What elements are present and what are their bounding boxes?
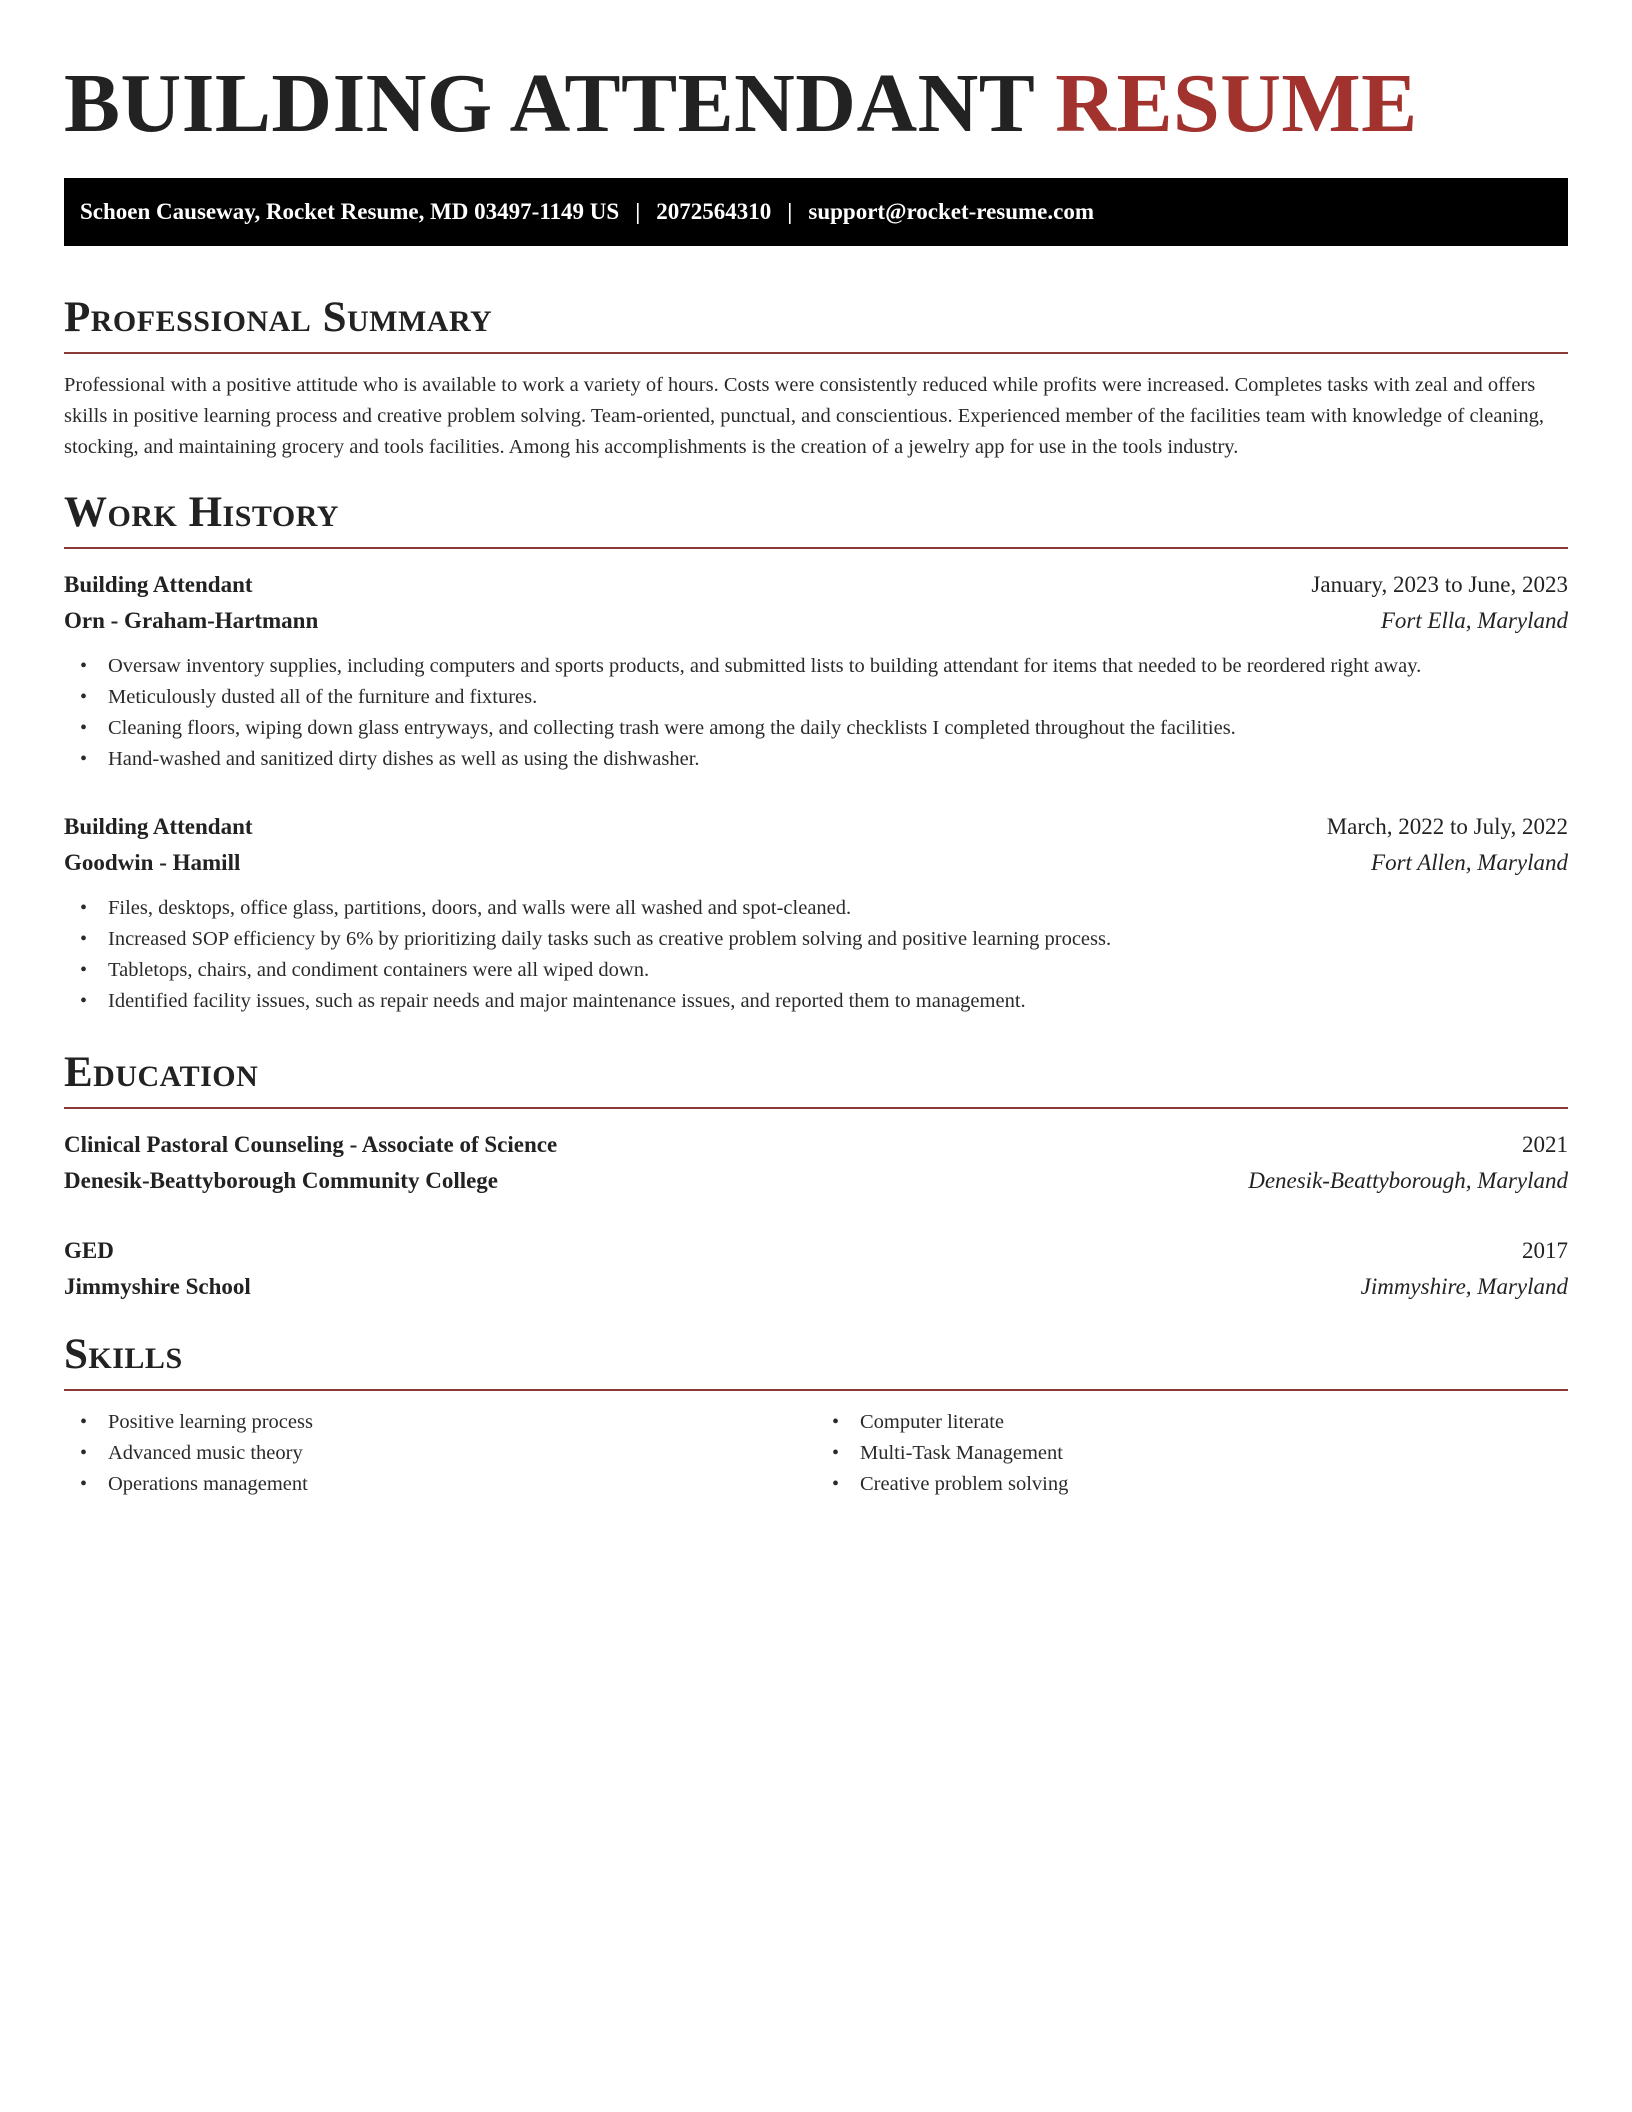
education-degree-row xyxy=(64,1127,1568,1163)
job-bullets xyxy=(64,893,1568,1017)
job-title: Building Attendant xyxy=(64,814,253,839)
job-company-row xyxy=(64,603,1568,639)
skill-item: • Advanced music theory xyxy=(64,1438,816,1469)
job-header-row xyxy=(64,567,1568,603)
job-bullet: • Files, desktops, office glass, partitions, doors, and walls were all washed and spot-cleaned. xyxy=(64,893,1568,924)
education-degree: Clinical Pastoral Counseling - Associate of Science xyxy=(64,1132,558,1157)
summary-text: Professional with a positive attitude who is available to work a variety of hours. Costs were consistently reduced while profits were increased. Completes tasks with zeal and offers skills in positive learning process and creative problem solving. Team-oriented, punctual, and conscientious. Experienced member of the facilities team with knowledge of cleaning, stocking, and maintaining grocery and tools facilities. Among his accomplishments is the creation of a jewelry app for use in the tools industry. xyxy=(64,374,1545,458)
job-entry xyxy=(64,809,1568,1017)
job-dates: January, 2023 to June, 2023 xyxy=(1311,572,1568,597)
education-degree: GED xyxy=(64,1238,114,1263)
education-school: Denesik-Beattyborough Community College xyxy=(64,1168,499,1193)
job-title: Building Attendant xyxy=(64,572,253,597)
education-degree-row xyxy=(64,1233,1568,1269)
skill-item: • Multi-Task Management xyxy=(816,1438,1568,1469)
contact-email: support@rocket-resume.com xyxy=(808,199,1095,224)
skills-column-left xyxy=(64,1407,816,1500)
contact-separator: | xyxy=(635,199,641,224)
contact-phone: 2072564310 xyxy=(656,199,772,224)
job-header-row xyxy=(64,809,1568,845)
section-heading-work-history: Work History xyxy=(64,485,1568,549)
skill-item: • Computer literate xyxy=(816,1407,1568,1438)
job-bullet: • Hand-washed and sanitized dirty dishes as well as using the dishwasher. xyxy=(64,744,1568,775)
job-bullet: • Cleaning floors, wiping down glass entryways, and collecting trash were among the daily checklists I completed throughout the facilities. xyxy=(64,713,1568,744)
skills-grid xyxy=(64,1407,1568,1500)
job-bullet: • Oversaw inventory supplies, including computers and sports products, and submitted lists to building attendant for items that needed to be reordered right away. xyxy=(64,651,1568,682)
job-bullet: • Increased SOP efficiency by 6% by prioritizing daily tasks such as creative problem solving and positive learning process. xyxy=(64,924,1568,955)
resume-title xyxy=(64,0,1568,154)
section-heading-skills: Skills xyxy=(64,1327,1568,1391)
education-school-row xyxy=(64,1269,1568,1305)
section-heading-summary: Professional Summary xyxy=(64,290,1568,354)
education-school-row xyxy=(64,1163,1568,1199)
job-location: Fort Allen, Maryland xyxy=(1371,850,1568,875)
job-company-row xyxy=(64,845,1568,881)
education-location: Denesik-Beattyborough, Maryland xyxy=(1248,1168,1568,1193)
job-bullet: • Meticulously dusted all of the furniture and fixtures. xyxy=(64,682,1568,713)
job-dates: March, 2022 to July, 2022 xyxy=(1326,814,1568,839)
title-accent: RESUME xyxy=(1055,57,1418,150)
section-heading-education: Education xyxy=(64,1045,1568,1109)
contact-address: Schoen Causeway, Rocket Resume, MD 03497-1149 US xyxy=(80,199,620,224)
skill-item: • Operations management xyxy=(64,1469,816,1500)
education-year: 2017 xyxy=(1522,1238,1568,1263)
education-entry xyxy=(64,1127,1568,1199)
contact-bar xyxy=(64,178,1568,246)
skill-item: • Creative problem solving xyxy=(816,1469,1568,1500)
education-entry xyxy=(64,1233,1568,1305)
education-year: 2021 xyxy=(1522,1132,1568,1157)
contact-separator: | xyxy=(787,199,793,224)
education-school: Jimmyshire School xyxy=(64,1274,251,1299)
job-company: Goodwin - Hamill xyxy=(64,850,241,875)
skills-column-right xyxy=(816,1407,1568,1500)
job-company: Orn - Graham-Hartmann xyxy=(64,608,319,633)
title-main: BUILDING ATTENDANT xyxy=(64,57,1034,150)
job-location: Fort Ella, Maryland xyxy=(1380,608,1568,633)
education-location: Jimmyshire, Maryland xyxy=(1360,1274,1568,1299)
job-entry xyxy=(64,567,1568,775)
skill-item: • Positive learning process xyxy=(64,1407,816,1438)
job-bullet: • Identified facility issues, such as repair needs and major maintenance issues, and reported them to management. xyxy=(64,986,1568,1017)
job-bullet: • Tabletops, chairs, and condiment containers were all wiped down. xyxy=(64,955,1568,986)
job-bullets xyxy=(64,651,1568,775)
